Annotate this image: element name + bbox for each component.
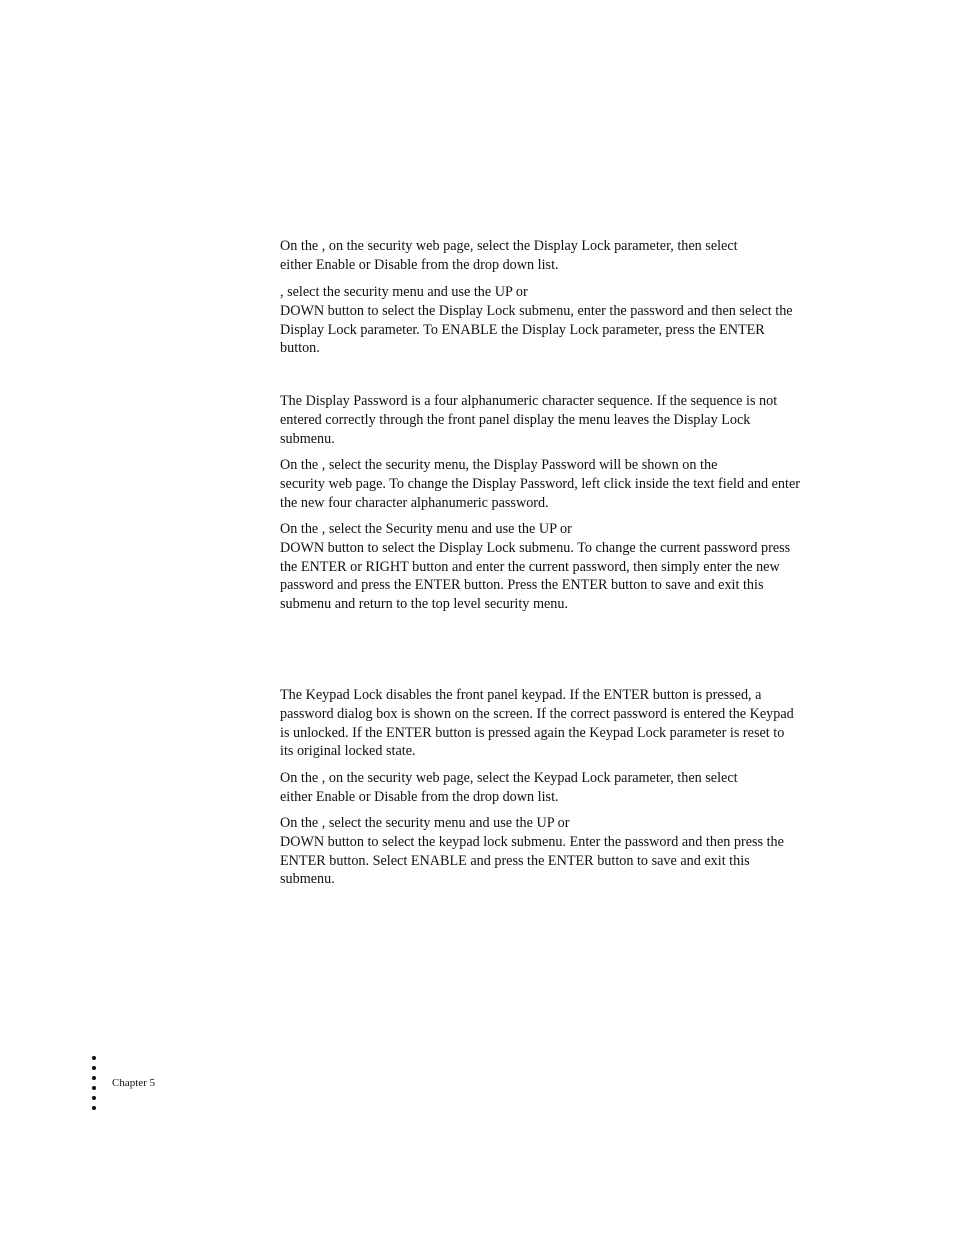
footer-dot (92, 1076, 96, 1080)
footer-dot (92, 1086, 96, 1090)
chapter-label: Chapter 5 (112, 1077, 156, 1089)
paragraph-display-password-front-panel: On the , select the Security menu and use the UP or DOWN button to select the Display Lock submenu. To change the current password press the ENTER or RIGHT button and enter the current password, then simply enter the new password and press the ENTER button. Press the ENTER button to save and exit this submenu and return to the top level security menu. (280, 521, 791, 613)
paragraph-display-lock-web: On the , on the security web page, select the Display Lock parameter, then select either Enable or Disable from the drop down list. (280, 238, 738, 273)
paragraph-keypad-lock-web: On the , on the security web page, select the Keypad Lock parameter, then select either Enable or Disable from the drop down list. (280, 770, 738, 805)
paragraph-keypad-lock-intro: The Keypad Lock disables the front panel keypad. If the ENTER button is pressed, a password dialog box is shown on the screen. If the correct password is entered the Keypad is unlocked. If the ENTER button is pressed again the Keypad Lock parameter is reset to its original locked state. (280, 687, 794, 760)
footer-dot (92, 1066, 96, 1070)
footer-dot-rule (92, 1056, 98, 1116)
paragraph-keypad-lock-front-panel: On the , select the security menu and use the UP or DOWN button to select the keypad lock submenu. Enter the password and then press the ENTER button. Select ENABLE and press the ENTER button to save and exit this submenu. (280, 815, 784, 888)
footer-dot (92, 1106, 96, 1110)
paragraph-display-password-web: On the , select the security menu, the Display Password will be shown on the security web page. To change the Display Password, left click inside the text field and enter the new four character alphanumeric password. (280, 457, 800, 511)
paragraph-display-password-intro: The Display Password is a four alphanumeric character sequence. If the sequence is not entered correctly through the front panel display the menu leaves the Display Lock submenu. (280, 393, 778, 447)
paragraph-display-lock-front-panel: , select the security menu and use the UP or DOWN button to select the Display Lock submenu, enter the password and then select the Display Lock parameter. To ENABLE the Display Lock parameter, press the ENTER button. (280, 284, 793, 357)
footer-dot (92, 1096, 96, 1100)
footer-dot (92, 1056, 96, 1060)
